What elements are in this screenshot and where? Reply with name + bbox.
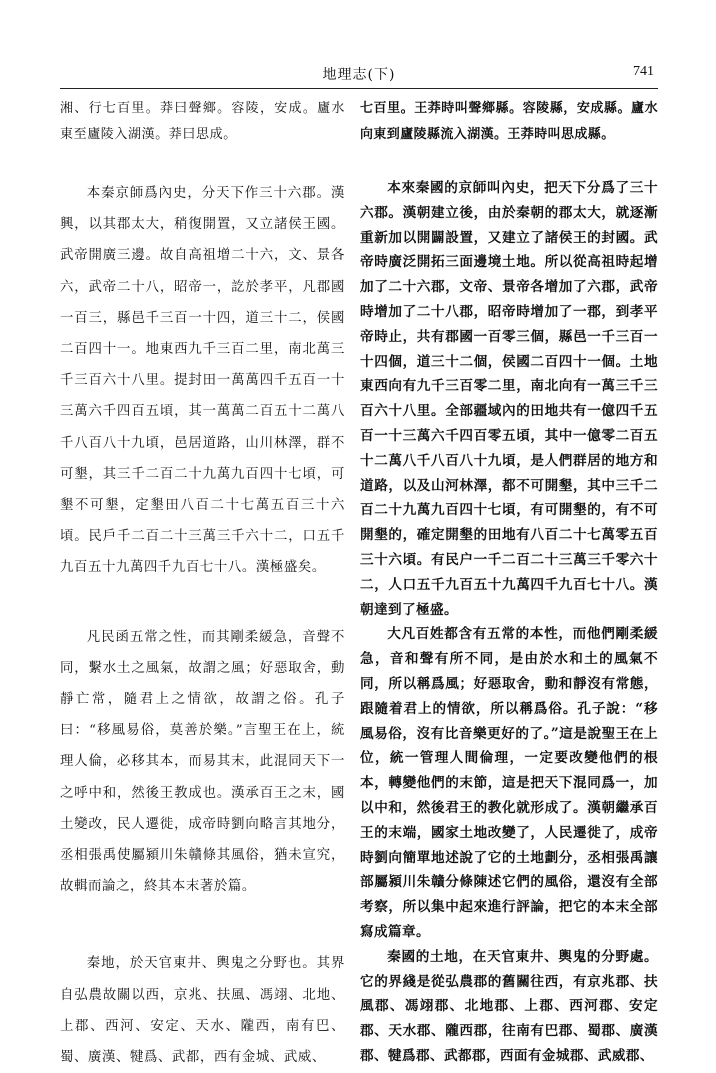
- translation-paragraph-3: 秦國的土地，在天官東井、輿鬼的分野處。它的界綫是從弘農郡的舊關往西，有京兆郡、扶風郡、馮翊郡、北地郡、上郡、西河郡、安定郡、天水郡、隴西郡，往南有巴郡、蜀郡、廣漢郡、犍爲郡、武都郡，西面有金城郡、武威郡、: [360, 948, 658, 1064]
- original-text-column: [60, 96, 345, 1073]
- page-header: [60, 58, 658, 89]
- translation-paragraph-2: 大凡百姓都含有五常的本性，而他們剛柔緩急，音和聲有所不同，是由於水和土的風氣不同，所以稱爲風；好惡取舍，動和靜沒有常態，跟隨着君上的情欲，所以稱爲俗。孔子說：“移風易俗，沒有比音樂更好的了。”這是說聖王在上位，統一管理人間倫理，一定要改變他們的根本，轉變他們的末節，這是把天下混同爲一，加以中和，然後君王的教化就形成了。漢朝繼承百王的末端，國家土地改變了，人民遷徙了，成帝時劉向簡單地述說了它的土地劃分，丞相張禹讓部屬潁川朱贛分條陳述它們的風俗，還沒有全部考察，所以集中起來進行評論，把它的本末全部寫成篇章。: [360, 626, 658, 940]
- translation-paragraph-1: 本來秦國的京師叫內史，把天下分爲了三十六郡。漢朝建立後，由於秦朝的郡太大，就逐漸重新加以開闢設置，又建立了諸侯王的封國。武帝時廣泛開拓三面邊境土地。所以從高祖時起增加了二十六郡，文帝、景帝各增加了六郡，武帝時增加了二十八郡，昭帝時增加了一郡，到孝平帝時止，共有郡國一百零三個，縣邑一千三百一十四個，道三十二個，侯國二百四十一個。土地東西向有九千三百零二里，南北向有一萬三千三百六十八里。全部疆域內的田地共有一億四千五百一十三萬六千四百零五頃，其中一億零二百五十二萬八千八百八十九頃，是人們群居的地方和道路，以及山河林澤，都不可開墾，其中三千二百二十九萬九百四十七頃，有可開墾的，有不可開墾的，確定開墾的田地有八百二十七萬零五百三十六頃。有民户一千二百二十三萬三千零六十二，人口五千九百五十九萬四千九百七十八。漢朝達到了極盛。: [360, 180, 658, 618]
- translation-column: [360, 96, 658, 1069]
- page-number: 741: [633, 64, 654, 79]
- original-paragraph-2: 凡民函五常之性，而其剛柔緩急，音聲不同，繫水土之風氣，故謂之風；好惡取舍，動靜亡常，隨君上之情欲，故謂之俗。孔子曰：“移風易俗，莫善於樂。”言聖王在上，統理人倫，必移其本，而易其末，此混同天下一之呼中和，然後王教成也。漢承百王之末，國土變改，民人遷徙，成帝時劉向略言其地分，丞相張禹使屬潁川朱贛條其風俗，猶未宣究，故輯而論之，終其本末著於篇。: [60, 629, 345, 895]
- original-paragraph-3: 秦地，於天官東井、輿鬼之分野也。其界自弘農故關以西，京兆、扶風、馮翊、北地、上郡、西河、安定、天水、隴西，南有巴、蜀、廣漢、犍爲、武都，西有金城、武威、: [60, 956, 345, 1066]
- original-paragraph-1: 本秦京師爲內史，分天下作三十六郡。漢興，以其郡太大，稍復開置，又立諸侯王國。武帝開廣三邊。故自高祖增二十六，文、景各六，武帝二十八，昭帝一，訖於孝平，凡郡國一百三，縣邑千三百一十四，道三十二，侯國二百四十一。地東西九千三百二里，南北萬三千三百六十八里。提封田一萬萬四千五百一十三萬六千四百五頃，其一萬萬二百五十二萬八千八百八十九頃，邑居道路，山川林澤，群不可墾，其三千二百二十九萬九百四十七頃，可墾不可墾，定墾田八百二十七萬五百三十六頃。民戶千二百二十三萬三千六十二，口五千九百五十九萬四千九百七十八。漢極盛矣。: [60, 186, 345, 576]
- original-note: 湘、行七百里。莽曰聲鄉。容陵，安成。廬水東至廬陵入湖漢。莽曰思成。: [60, 101, 345, 142]
- running-title: 地理志(下): [322, 67, 396, 83]
- translation-note: 七百里。王莽時叫聲鄉縣。容陵縣，安成縣。廬水向東到廬陵縣流入湖漢。王莽時叫思成縣。: [360, 101, 658, 142]
